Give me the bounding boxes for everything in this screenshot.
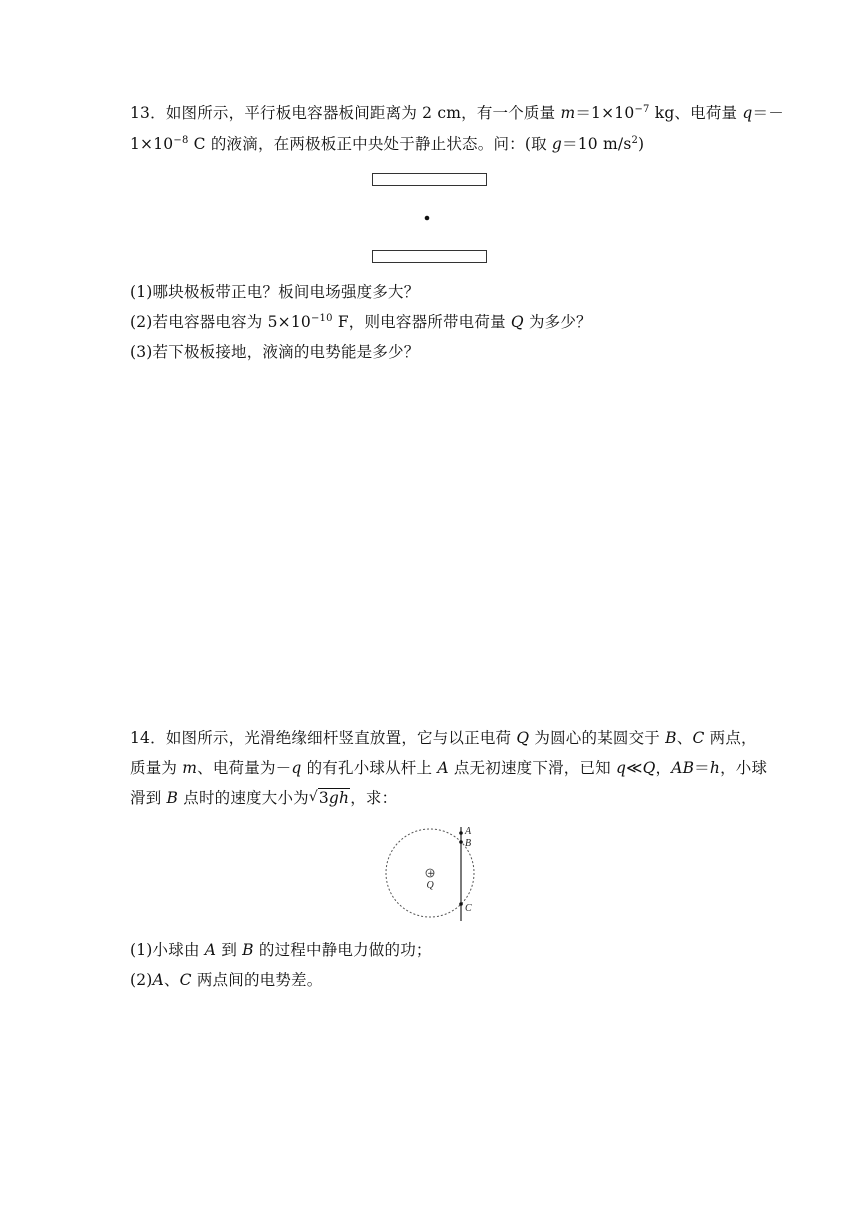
q14-sub-2: (2)A、C 两点间的电势差。 <box>130 971 323 989</box>
q13-number: 13． <box>130 104 166 122</box>
capacitor-figure <box>371 172 491 267</box>
rod-circle-figure <box>385 825 495 925</box>
label-c: C <box>465 903 472 914</box>
q14-sub-1: (1)小球由 A 到 B 的过程中静电力做的功； <box>130 941 432 959</box>
q13-line-1: 13．如图所示，平行板电容器板间距离为 2 cm，有一个质量 $m=1\times 10^{-7}$ kg、电荷量 q＝－ <box>130 103 784 122</box>
point-b-dot <box>459 840 463 844</box>
q13-sub-1: (1)哪块极板带正电？板间电场强度多大？ <box>130 283 420 301</box>
label-q: Q <box>426 880 434 891</box>
label-a: A <box>465 826 472 837</box>
q14-line-3: 滑到 B 点时的速度大小为 √ 3gh，求： <box>130 789 398 807</box>
q13-line-2: $1\times 10^{-8}$ C 的液滴，在两极板正中央处于静止状态。问：(取 g＝10 $m/s^2$) <box>130 134 645 153</box>
droplet <box>425 216 430 221</box>
sqrt-expression: √ 3gh <box>308 789 350 807</box>
label-b: B <box>465 838 472 849</box>
point-a-dot <box>459 831 463 835</box>
q14-line-2: 质量为 m、电荷量为－q 的有孔小球从杆上 A 点无初速度下滑，已知 q≪Q，AB＝h，小球 <box>130 759 768 777</box>
lower-plate <box>373 251 487 263</box>
q13-sub-3: (3)若下极板接地，液滴的电势能是多少？ <box>130 343 420 361</box>
q13-sub-2: (2)若电容器电容为 $5\times 10^{-10}$ F，则电容器所带电荷量 Q 为多少？ <box>130 312 592 331</box>
radical-sign: √ <box>308 789 318 805</box>
point-c-dot <box>459 902 463 906</box>
q14-number: 14． <box>130 729 166 747</box>
q14-line-1: 14．如图所示，光滑绝缘细杆竖直放置，它与以正电荷 Q 为圆心的某圆交于 B、C 两点， <box>130 729 757 747</box>
charge-plus-sign: + <box>427 869 435 880</box>
upper-plate <box>373 174 487 186</box>
